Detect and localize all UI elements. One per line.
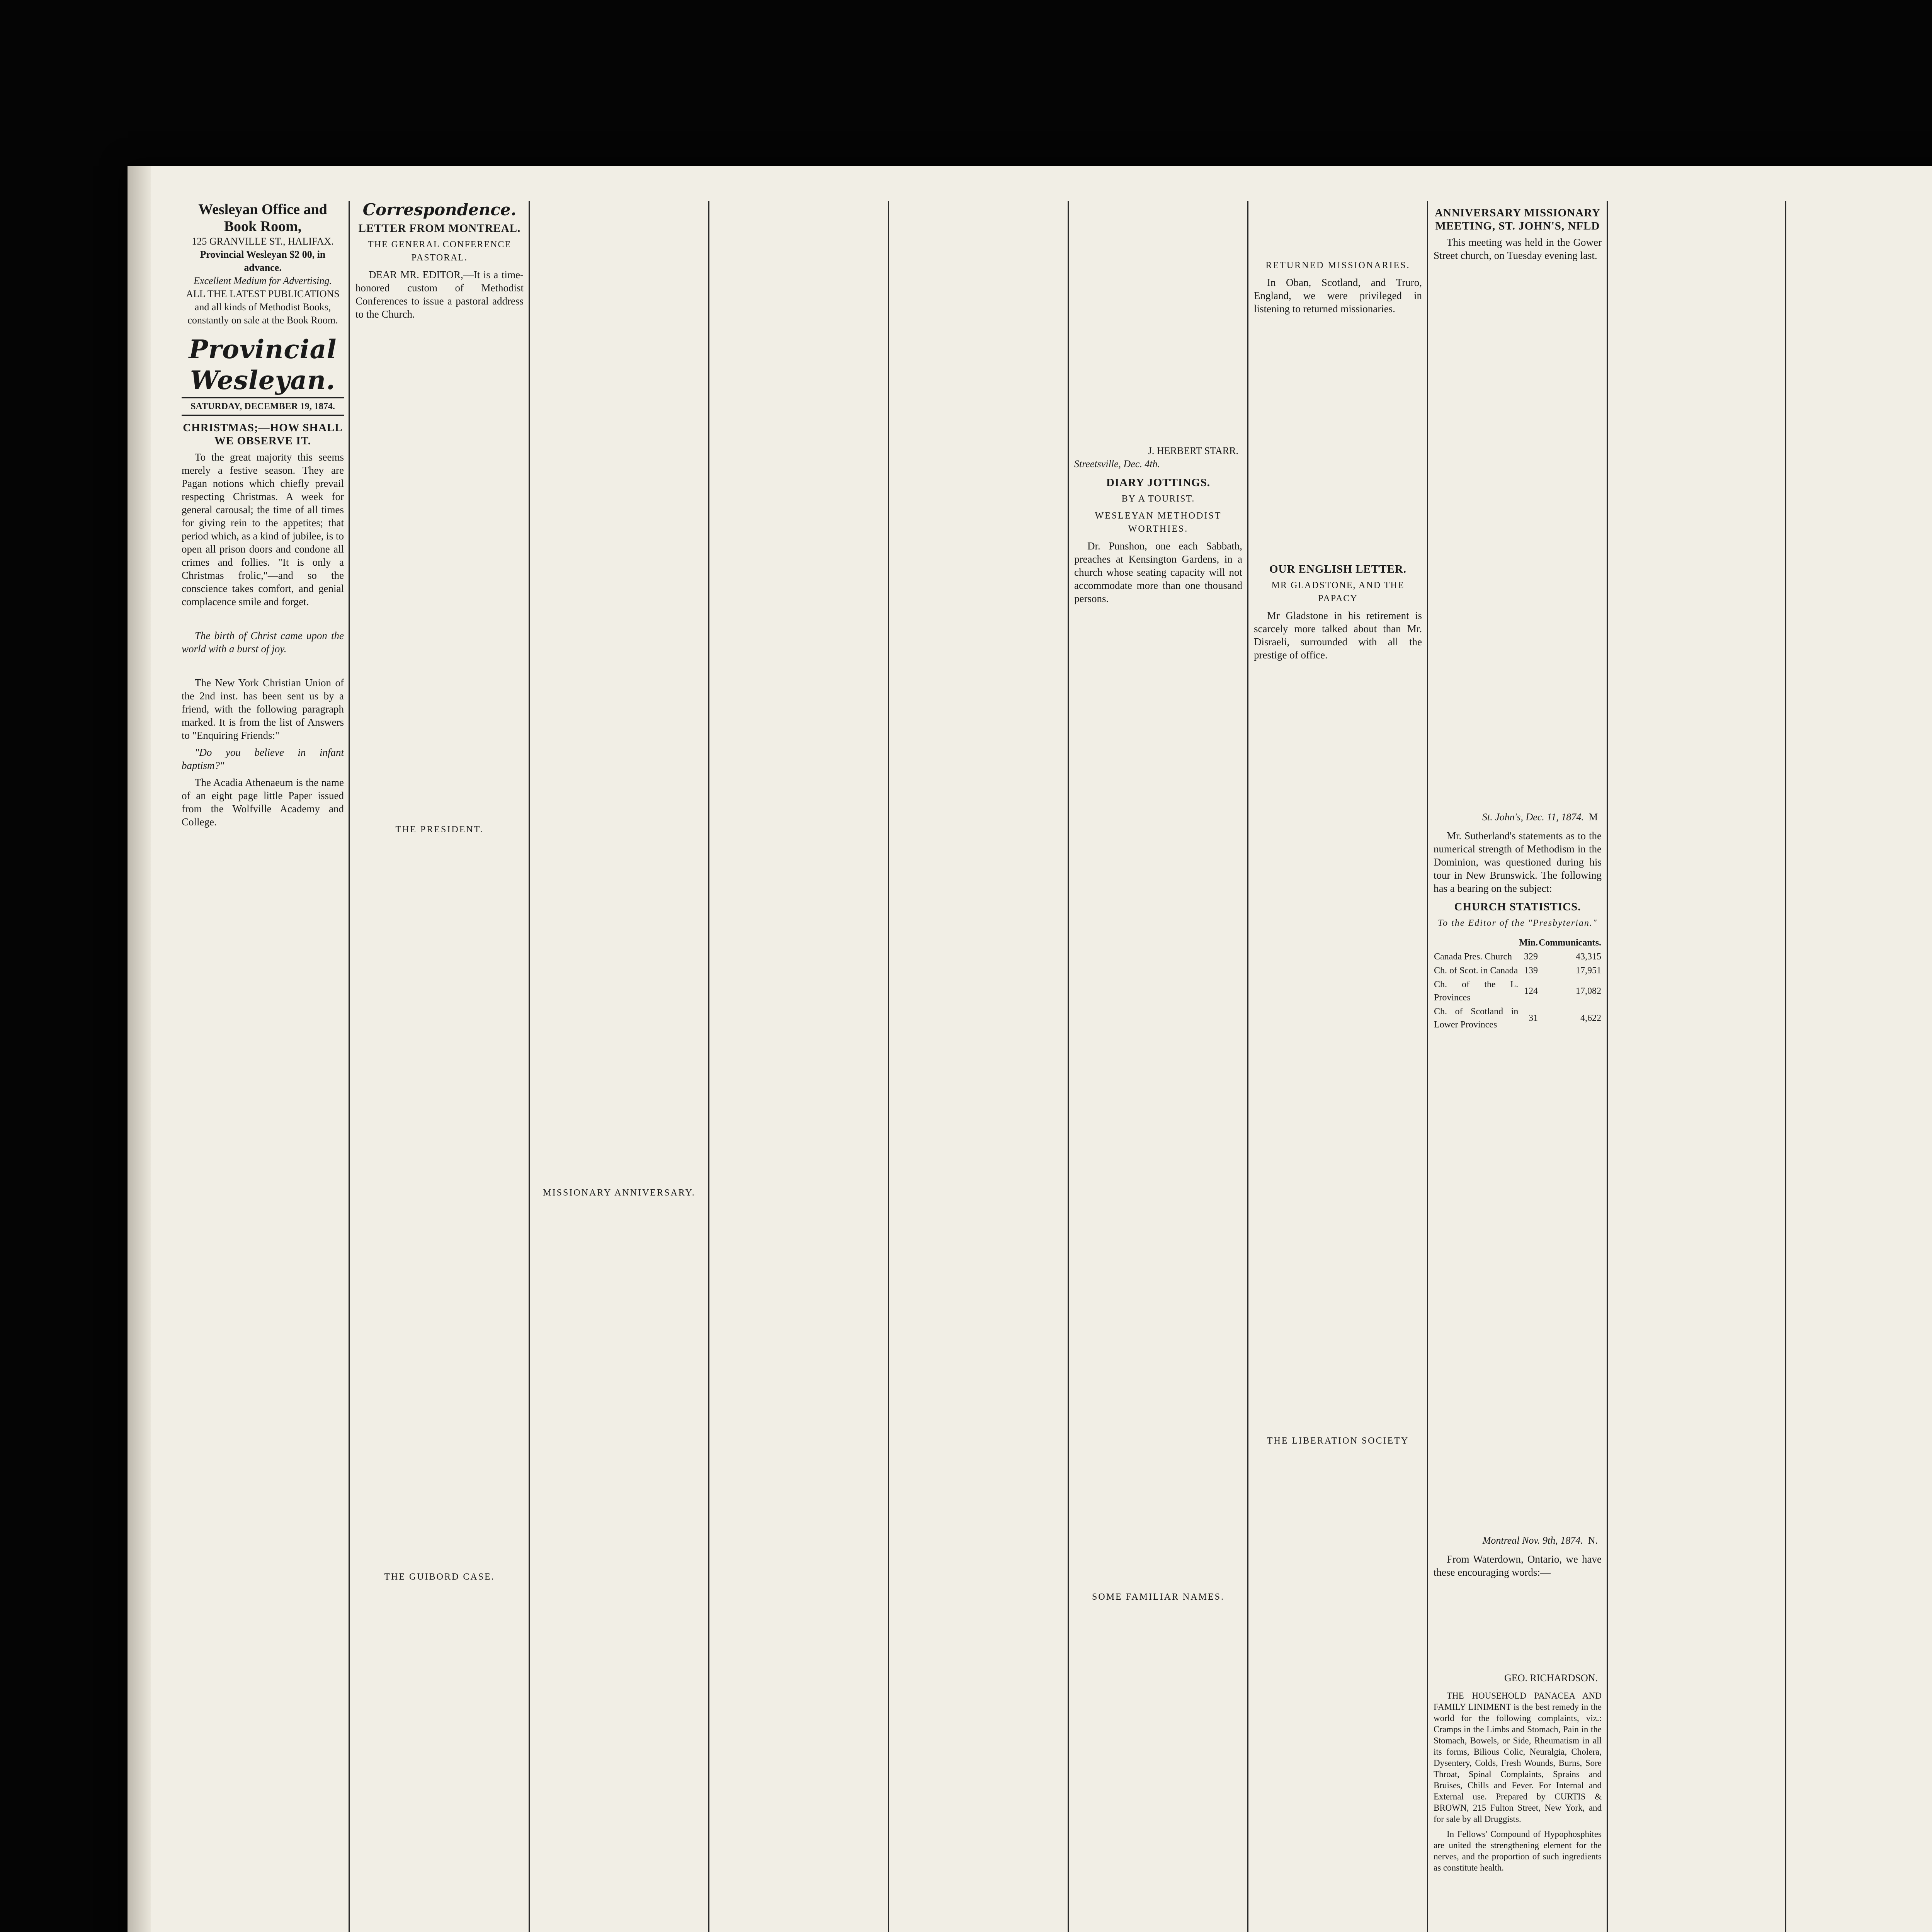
editorial-quote: The birth of Christ came upon the world with a burst of joy. <box>182 630 344 655</box>
newfoundland-heading: ANNIVERSARY MISSIONARY MEETING, ST. JOHN'S, NFLD <box>1435 207 1600 232</box>
newfoundland-signoff: St. John's, Dec. 11, 1874. M <box>1482 811 1598 823</box>
fellows-compound-ad: In Fellows' Compound of Hypophosphites are united the strengthening element for the nerves, and the proportion of such ingredients as constitute health. <box>1434 1829 1602 1872</box>
baptism-note-question: "Do you believe in infant baptism?" <box>182 747 344 771</box>
newspaper-page <box>128 166 1932 1932</box>
guibord-subheading: THE GUIBORD CASE. <box>384 1572 495 1582</box>
column-3 <box>535 201 703 1932</box>
issue-date: SATURDAY, DECEMBER 19, 1874. <box>182 397 344 416</box>
table-row: Canada Pres. Church 329 43,315 <box>1434 952 1601 962</box>
newfoundland-lead: This meeting was held in the Gower Street church, on Tuesday evening last. <box>1434 236 1602 261</box>
column-rule <box>888 201 889 1932</box>
montreal-letter-heading: LETTER FROM MONTREAL. <box>358 222 521 235</box>
table-row: Ch. of Scot. in Canada 139 17,951 <box>1434 966 1601 976</box>
column-6 <box>1074 201 1242 1932</box>
table-row: Ch. of Scotland in Lower Provinces 31 4,622 <box>1434 1007 1601 1030</box>
column-rule <box>529 201 530 1932</box>
diary-heading: DIARY JOTTINGS. <box>1106 476 1211 489</box>
column-rule <box>1068 201 1069 1932</box>
statistics-signoff: Montreal Nov. 9th, 1874. N. <box>1482 1535 1598 1546</box>
column-10 <box>1791 201 1932 1932</box>
column-7 <box>1254 201 1422 1932</box>
column-rule <box>1607 201 1608 1932</box>
editorial-body <box>182 612 344 625</box>
english-letter-subheading: MR GLADSTONE, AND THE PAPACY <box>1271 580 1405 604</box>
advertising-line: Excellent Medium for Advertising. <box>194 275 332 286</box>
column-rule <box>349 201 350 1932</box>
missionary-anniversary-subheading: MISSIONARY ANNIVERSARY. <box>543 1188 696 1198</box>
diary-byline: BY A TOURIST. <box>1121 494 1195 504</box>
column-5 <box>895 201 1063 1932</box>
diary-subheading: WESLEYAN METHODIST WORTHIES. <box>1095 511 1222 534</box>
statistics-to-editor: To the Editor of the "Presbyterian." <box>1437 918 1598 928</box>
column-rule <box>1427 201 1428 1932</box>
english-letter-lead: Mr Gladstone in his retirement is scarcely more talked about than Mr. Disraeli, surrounded with all the prestige of office. <box>1254 610 1422 661</box>
editorial-heading: CHRISTMAS;—HOW SHALL WE OBSERVE IT. <box>183 422 343 447</box>
office-address: 125 GRANVILLE ST., HALIFAX. <box>192 236 334 247</box>
liberation-society-subheading: THE LIBERATION SOCIETY <box>1267 1436 1409 1446</box>
returned-missionaries-heading: RETURNED MISSIONARIES. <box>1265 260 1410 270</box>
page-binding-shadow <box>128 166 151 1932</box>
column-8 <box>1434 201 1602 1932</box>
montreal-letter-subheading: THE GENERAL CONFERENCE PASTORAL. <box>367 240 512 263</box>
diary-lead: Dr. Punshon, one each Sabbath, preaches at Kensington Gardens, in a church whose seating capacity will not accommodate more than one thousand persons. <box>1074 540 1242 604</box>
acadia-note: The Acadia Athenaeum is the name of an eight page little Paper issued from the Wolfville Academy and College. <box>182 777 344 828</box>
column-1 <box>182 201 344 1932</box>
table-row: Ch. of the L. Provinces 124 17,082 <box>1434 980 1601 1003</box>
column-9 <box>1613 201 1779 1932</box>
editorial-lead: To the great majority this seems merely a festive season. They are Pagan notions which chiefly prevail respecting Christmas. A week for general carousal; the time of all times for giving rein to the appetites; that period which, as a kind of jubilee, is to open all prison doors and condone all crimes and follies. "It is only a Christmas frolic,"—and so the conscience takes comfort, and genial complacence smile and forget. <box>182 451 344 607</box>
editorial-body <box>182 659 344 672</box>
montreal-letter-salutation: DEAR MR. EDITOR,—It is a time-honored custom of Methodist Conferences to issue a pastoral address to the Church. <box>355 269 524 320</box>
returned-missionaries-lead: In Oban, Scotland, and Truro, England, we were privileged in listening to returned missionaries. <box>1254 277 1422 315</box>
familiar-names-subheading: SOME FAMILIAR NAMES. <box>1092 1592 1225 1602</box>
statistics-heading: CHURCH STATISTICS. <box>1454 901 1581 913</box>
office-name: Wesleyan Office and Book Room, <box>198 201 327 235</box>
baptism-note-lead: The New York Christian Union of the 2nd inst. has been sent us by a friend, with the following paragraph marked. It is from the list of Answers to "Enquiring Friends:" <box>182 677 344 741</box>
starr-signoff: J. HERBERT STARR. Streetsville, Dec. 4th. <box>1074 445 1238 469</box>
correspondence-banner: Correspondence. <box>362 201 517 219</box>
subscription-price: Provincial Wesleyan $2 00, in advance. <box>200 249 326 273</box>
president-subheading: THE PRESIDENT. <box>395 825 484 835</box>
statistics-intro: Mr. Sutherland's statements as to the numerical strength of Methodism in the Dominion, was questioned during his tour in New Brunswick. The following has a bearing on the subject: <box>1434 830 1602 894</box>
column-rule <box>1785 201 1786 1932</box>
statistics-table: Min. Communicants. Canada Pres. Church 329 43,315 Ch. of Scot. in Canada 139 17,951 Ch. of the L. Provinces 124 17,082 Ch. of Scotland in Lower Provinces 31 4,622 <box>1434 936 1602 1032</box>
english-letter-heading: OUR ENGLISH LETTER. <box>1269 563 1406 575</box>
column-2 <box>355 201 524 1932</box>
column-4 <box>715 201 883 1932</box>
column-rule <box>1247 201 1248 1932</box>
waterdown-lead: From Waterdown, Ontario, we have these encouraging words:— <box>1434 1553 1602 1578</box>
column-rule <box>708 201 709 1932</box>
newspaper-title: Provincial Wesleyan. <box>189 334 337 395</box>
waterdown-signoff: GEO. RICHARDSON. <box>1504 1672 1598 1684</box>
book-room-notice: ALL THE LATEST PUBLICATIONS and all kinds of Methodist Books, constantly on sale at the Book Room. <box>186 288 340 326</box>
household-panacea-ad: THE HOUSEHOLD PANACEA AND FAMILY LINIMENT is the best remedy in the world for the following complaints, viz.: Cramps in the Limbs and Stomach, Pain in the Stomach, Bowels, or Side, Rheumatism in all its forms, Bilious Colic, Neuralgia, Cholera, Dysentery, Colds, Fresh Wounds, Burns, Sore Throat, Spinal Complaints, Sprains and Bruises, Chills and Fever. For Internal and External use. Prepared by CURTIS & BROWN, 215 Fulton Street, New York, and for sale by all Druggists. <box>1434 1691 1602 1824</box>
